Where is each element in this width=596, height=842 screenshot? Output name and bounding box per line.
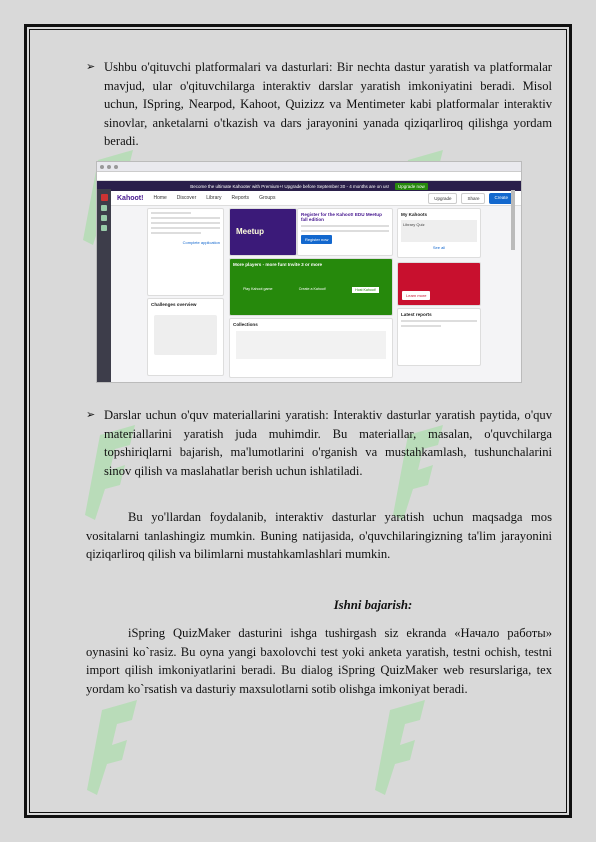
meetup-heading: Register for the Kahoot! EDU Meetup fall edition: [301, 212, 382, 222]
latest-reports-title: Latest reports: [401, 312, 432, 317]
nav-groups: Groups: [259, 195, 276, 201]
bullet-item-materials: [86, 406, 552, 480]
my-kahoots-title: My Kahoots: [401, 212, 428, 217]
address-bar: [97, 172, 521, 181]
complete-application-link: Complete application: [182, 240, 220, 245]
nav-library: Library: [206, 195, 222, 201]
host-kahoot-button: Host Kahoot!: [352, 287, 379, 293]
play-game-button: Play Kahoot game: [243, 287, 273, 291]
latest-reports-card: [397, 308, 481, 366]
nav-home: Home: [153, 195, 167, 201]
profile-card: [147, 208, 224, 296]
create-button: Create: [489, 193, 513, 204]
browser-tabs: [97, 162, 521, 172]
paragraph-summary: Bu yo'llardan foydalanib, interaktiv dasturlar yaratish uchun maqsadga mos vositalarni tanlashingiz mumkin. Buning natijasida, o'quvchilaringizning ta'lim jarayonini qiziqarliroq qilish va bilimlarni mustahkamlashlari mumkin.: [86, 510, 552, 562]
kahoot-navbar: [97, 191, 521, 206]
nav-discover: Discover: [176, 195, 197, 201]
create-kahoot-button: Create a Kahoot!: [298, 287, 326, 291]
upgrade-now-button: Upgrade now: [395, 183, 428, 190]
nav-reports: Reports: [231, 195, 250, 201]
scrollbar: [511, 190, 515, 250]
bullet-text: Darslar uchun o'quv materiallarini yaratish: Interaktiv dasturlar yaratish paytida, o'quv materiallarini yaratish juda muhimdir. Bu materiallar, masalan, o'quvchilarga topshiriqlarni bajarish, ma'lumotlarini o'rganish va mustahkamlash, tushunchalarini sinov qilish va maslahatlar berish uchun ishlatiladi.: [104, 408, 552, 478]
challenges-card: [147, 298, 224, 376]
bullet-arrow-icon: ➢: [86, 409, 96, 421]
library-quiz-item: Library Quiz: [401, 220, 477, 242]
bullet-text: Ushbu o'qituvchi platformalari va dasturlari: Bir nechta dastur yaratish va platformalar mavjud, ular o'qituvchilarga interaktiv darslar yaratish imkoniyatini beradi. Misol uchun, ISpring, Nearpod, Kahoot, Quizizz va Mentimeter kabi platformalar interaktiv sinovlar, anketalarni o'tkazish va dars jarayonini yanada qiziqarliroq qilishga yordam beradi.: [104, 60, 552, 149]
bullet-item-platforms: [86, 58, 552, 151]
kahoot-screenshot: [97, 162, 521, 382]
register-now-button: Register now: [301, 235, 332, 244]
collections-card: [229, 318, 393, 378]
paragraph-ispring: iSpring QuizMaker dasturini ishga tushirgash siz ekranda «Начало работы» oynasini ko`rasiz. Bu oyna yangi baxolovchi test yoki anketa yaratish, testni ochish, testni import qilish imkoniyatlarini beradi. Bu dialog iSpring QuizMaker web resurslariga, tex yordam ko`rsatish va dasturiy maxsulotlarni sotib olishga imkoniyat beradi.: [86, 626, 552, 696]
bullet-arrow-icon: ➢: [86, 61, 96, 73]
meetup-banner: [229, 208, 297, 256]
promo-banner: [97, 181, 521, 191]
collections-title: Collections: [233, 322, 258, 327]
see-all-link: See all: [432, 245, 446, 250]
promo-card: [397, 262, 481, 306]
invite-players-card: [229, 258, 393, 316]
meetup-title: Meetup: [236, 227, 264, 236]
section-heading: Ishni bajarish:: [333, 598, 413, 612]
meetup-info: [297, 208, 393, 256]
left-toolbar: [97, 189, 111, 382]
challenges-title: Challenges overview: [151, 302, 197, 307]
my-kahoots-card: [397, 208, 481, 258]
invite-heading: More players - more fun! Invite 3 or more: [233, 262, 323, 267]
learn-more-button: Learn more: [402, 291, 430, 300]
share-button: Share: [461, 193, 485, 204]
upgrade-button: Upgrade: [428, 193, 457, 204]
promo-text: Become the ultimate Kahooter with Premium+! Upgrade before September 30 - 4 months are on us!: [190, 183, 389, 189]
kahoot-logo: Kahoot!: [117, 194, 144, 202]
